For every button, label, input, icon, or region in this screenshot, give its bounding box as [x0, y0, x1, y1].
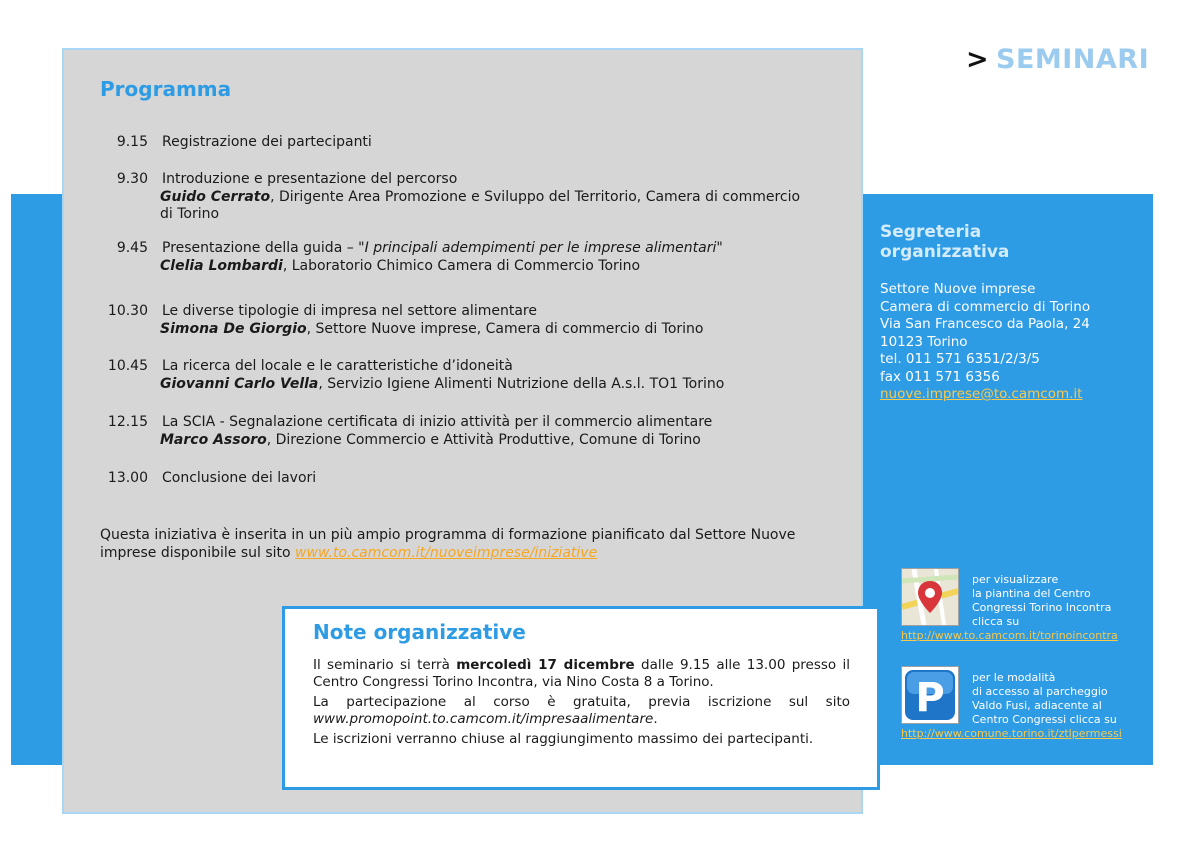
notes-text-post: dalle 9.15 alle 13.00 presso il Centro Congressi Torino Incontra, via Nino Costa 8 a Torino.	[313, 657, 851, 690]
parking-info-link[interactable]: http://www.comune.torino.it/ztlpermessi	[901, 727, 1122, 740]
schedule-time: 9.30	[116, 171, 148, 187]
contact-phone: tel. 011 571 6351/2/3/5	[880, 351, 1040, 367]
map-text-line: Congressi Torino Incontra	[972, 601, 1112, 614]
map-text-line: clicca su	[972, 615, 1020, 628]
schedule-title: Conclusione dei lavori	[162, 470, 317, 486]
schedule-time: 12.15	[107, 414, 148, 430]
page-title: SEMINARI	[996, 44, 1150, 75]
parking-icon-letter: P	[915, 675, 945, 721]
map-instructions	[972, 573, 1142, 629]
schedule-speaker-line	[160, 258, 830, 276]
map-text-line: la piantina del Centro	[972, 587, 1091, 600]
schedule-speaker-line	[160, 189, 830, 207]
speaker-role: , Direzione Commercio e Attività Produttive, Comune di Torino	[266, 432, 701, 448]
notes-paragraph-date	[313, 657, 850, 690]
intro-text-cont: imprese disponibile sul sito	[100, 544, 296, 561]
program-title: Programma	[100, 77, 232, 101]
notes-title: Note organizzative	[313, 620, 526, 644]
schedule-time: 10.45	[107, 358, 148, 374]
speaker-role: , Laboratorio Chimico Camera di Commercio Torino	[282, 258, 641, 274]
parking-text-line: per le modalità	[972, 671, 1056, 684]
schedule-speaker-line	[160, 321, 830, 339]
schedule-title: Introduzione e presentazione del percorso	[162, 171, 458, 187]
notes-text	[313, 657, 850, 752]
schedule-time: 10.30	[107, 303, 148, 319]
speaker-role: , Settore Nuove imprese, Camera di commercio di Torino	[306, 321, 704, 337]
parking-text-line: Centro Congressi clicca su	[972, 713, 1117, 726]
schedule-speaker-line	[160, 432, 830, 450]
schedule-title: La ricerca del locale e le caratteristiche d’idoneità	[162, 358, 513, 374]
title-suffix: "	[716, 240, 723, 256]
contact-line: Camera di commercio di Torino	[880, 298, 1091, 315]
contact-line: 10123 Torino	[880, 333, 968, 350]
speaker-name: Marco Assoro	[160, 432, 267, 448]
speaker-name: Guido Cerrato	[160, 189, 271, 205]
secretariat-title-line2: organizzativa	[880, 242, 1010, 262]
notes-paragraph-registration	[313, 694, 850, 727]
program-intro	[100, 527, 840, 562]
speaker-role: , Servizio Igiene Alimenti Nutrizione della A.s.l. TO1 Torino	[318, 376, 725, 392]
speaker-role-continued: di Torino	[160, 206, 220, 222]
schedule-title: La SCIA - Segnalazione certificata di inizio attività per il commercio alimentare	[162, 414, 713, 430]
speaker-name: Simona De Giorgio	[160, 321, 307, 337]
speaker-role: , Dirigente Area Promozione e Sviluppo del Territorio, Camera di commercio	[270, 189, 801, 205]
schedule-speaker-line	[160, 376, 830, 394]
parking-text-line: di accesso al parcheggio	[972, 685, 1108, 698]
schedule-time: 13.00	[107, 470, 148, 486]
initiatives-link[interactable]: www.to.camcom.it/nuoveimprese/iniziative	[295, 544, 598, 561]
contact-email-link[interactable]: nuove.imprese@to.camcom.it	[880, 386, 1083, 402]
map-pin-icon[interactable]	[901, 568, 959, 626]
contact-line: Via San Francesco da Paola, 24	[880, 316, 1090, 332]
speaker-name: Clelia Lombardi	[160, 258, 283, 274]
notes-paragraph-closing: Le iscrizioni verranno chiuse al raggiungimento massimo dei partecipanti.	[313, 731, 814, 747]
secretariat-title-line1: Segreteria	[880, 222, 982, 242]
parking-icon[interactable]	[901, 666, 959, 724]
parking-instructions	[972, 671, 1142, 727]
contact-line: Settore Nuove imprese	[880, 281, 1036, 297]
schedule-time: 9.15	[116, 134, 148, 150]
notes-text-pre: La partecipazione al corso è gratuita, previa iscrizione sul sito	[313, 694, 850, 710]
intro-text: Questa iniziativa è inserita in un più ampio programma di formazione pianificato dal Settore Nuove	[100, 527, 796, 543]
map-text-line: per visualizzare	[972, 573, 1059, 586]
schedule-title	[162, 240, 832, 258]
secretariat-contact	[880, 281, 1150, 404]
secretariat-title	[880, 222, 1130, 262]
schedule-title: Registrazione dei partecipanti	[162, 134, 372, 150]
registration-url: www.promopoint.to.camcom.it/impresaalimentare	[313, 710, 654, 727]
header-arrow: >	[966, 44, 989, 75]
seminar-date: mercoledì 17 dicembre	[456, 657, 635, 673]
notes-text-post: .	[653, 710, 658, 727]
schedule-time: 9.45	[116, 240, 148, 256]
speaker-name: Giovanni Carlo Vella	[160, 376, 319, 392]
schedule-title: Le diverse tipologie di impresa nel settore alimentare	[162, 303, 537, 319]
guide-title: I principali adempimenti per le imprese alimentari	[364, 240, 717, 256]
venue-map-link[interactable]: http://www.to.camcom.it/torinoincontra	[901, 629, 1118, 642]
contact-fax: fax 011 571 6356	[880, 368, 1000, 385]
parking-text-line: Valdo Fusi, adiacente al	[972, 699, 1102, 712]
notes-text-pre: Il seminario si terrà	[313, 657, 457, 673]
title-prefix: Presentazione della guida – "	[162, 240, 365, 256]
